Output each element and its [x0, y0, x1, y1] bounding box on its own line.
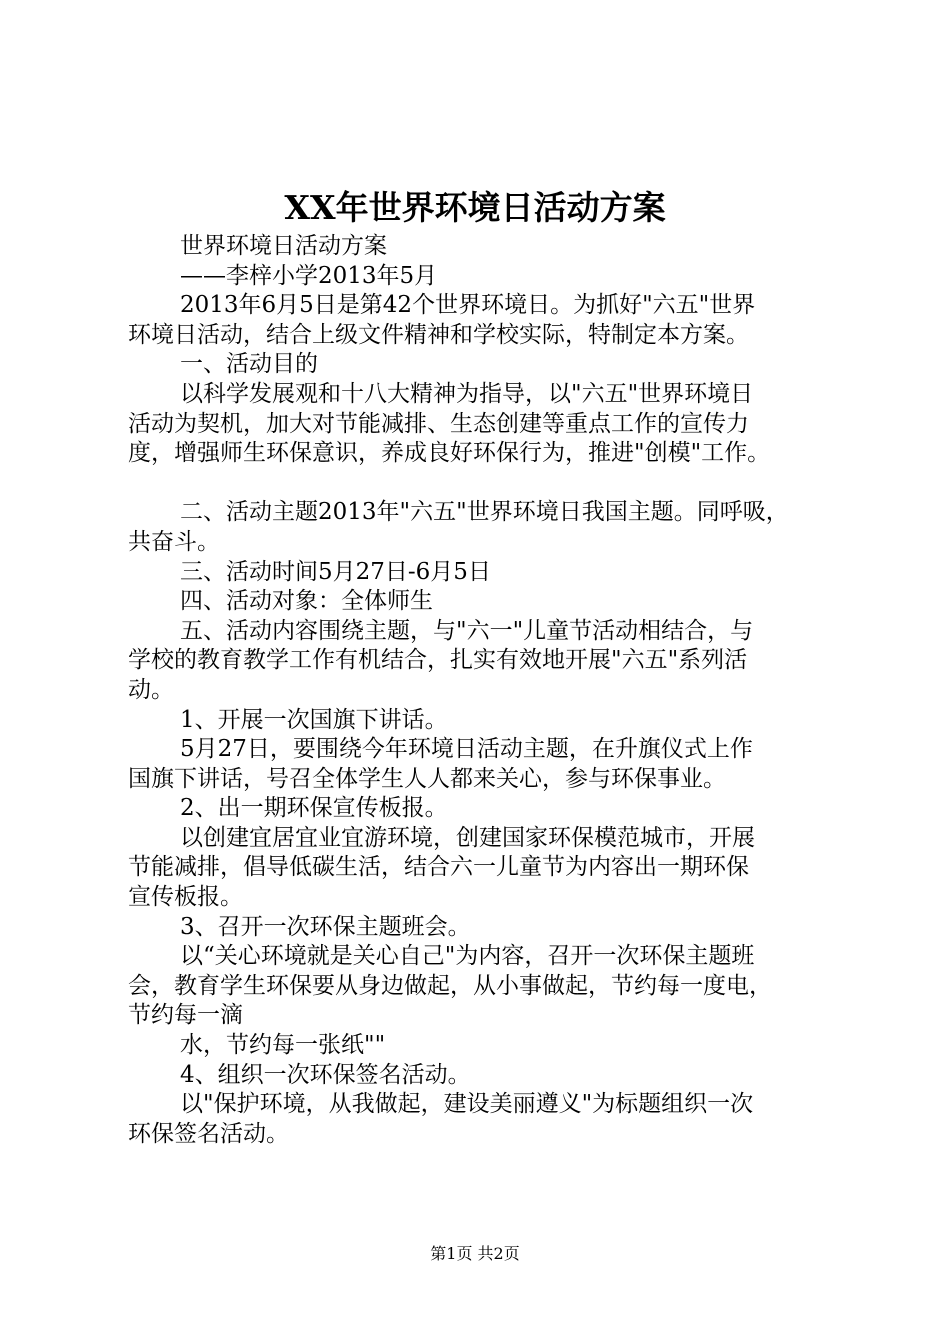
paragraph-line: 以科学发展观和十八大精神为指导，以"六五"世界环境日	[180, 380, 754, 407]
paragraph-line: 会，教育学生环保要从身边做起，从小事做起，节约每一度电，	[128, 972, 772, 999]
paragraph-line: 4、组织一次环保签名活动。	[180, 1061, 471, 1088]
paragraph-line: 四、活动对象：全体师生	[180, 588, 433, 615]
paragraph-line: 二、活动主题2013年"六五"世界环境日我国主题。同呼吸，	[180, 499, 789, 526]
document-body	[128, 232, 850, 1149]
paragraph-line: 5月27日，要围绕今年环境日活动主题，在升旗仪式上作	[180, 736, 753, 763]
paragraph-line: 共奋斗。	[128, 528, 220, 555]
paragraph-line: 一、活动目的	[180, 351, 318, 378]
paragraph-line: 活动为契机，加大对节能减排、生态创建等重点工作的宣传力	[128, 410, 749, 437]
paragraph-line: 3、召开一次环保主题班会。	[180, 913, 471, 940]
paragraph-line: 节能减排，倡导低碳生活，结合六一儿童节为内容出一期环保	[128, 854, 749, 881]
paragraph-line: 2、出一期环保宣传板报。	[180, 795, 448, 822]
paragraph-line: 五、活动内容围绕主题，与"六一"儿童节活动相结合，与	[180, 617, 754, 644]
paragraph-line: 环境日活动，结合上级文件精神和学校实际，特制定本方案。	[128, 321, 749, 348]
page-footer: 第1页 共2页	[430, 1244, 520, 1263]
paragraph-line: 2013年6月5日是第42个世界环境日。为抓好"六五"世界	[180, 292, 756, 319]
paragraph-line: 度，增强师生环保意识，养成良好环保行为，推进"创模"工作。	[128, 440, 771, 467]
paragraph-line: 世界环境日活动方案	[180, 233, 387, 259]
paragraph-line: 以"保护环境，从我做起，建设美丽遵义"为标题组织一次	[180, 1091, 754, 1118]
blank-line	[128, 469, 850, 499]
paragraph-line: 动。	[128, 676, 174, 703]
paragraph-line: 以“关心环境就是关心自己"为内容，召开一次环保主题班	[180, 943, 755, 970]
paragraph-line: 1、开展一次国旗下讲话。	[180, 706, 448, 733]
paragraph-line: ——李梓小学2013年5月	[180, 262, 438, 289]
paragraph-line: 以创建宜居宜业宜游环境，创建国家环保模范城市，开展	[180, 824, 755, 851]
paragraph-line: 环保签名活动。	[128, 1120, 289, 1147]
paragraph-line: 宣传板报。	[128, 884, 243, 911]
paragraph-line: 学校的教育教学工作有机结合，扎实有效地开展"六五"系列活	[128, 647, 748, 674]
paragraph-line: 节约每一滴	[128, 1002, 243, 1029]
paragraph-line: 三、活动时间5月27日-6月5日	[180, 558, 491, 585]
paragraph-line: 水，节约每一张纸""	[180, 1032, 386, 1059]
document-title: XX年世界环境日活动方案	[284, 188, 666, 227]
paragraph-line: 国旗下讲话，号召全体学生人人都来关心，参与环保事业。	[128, 765, 726, 792]
